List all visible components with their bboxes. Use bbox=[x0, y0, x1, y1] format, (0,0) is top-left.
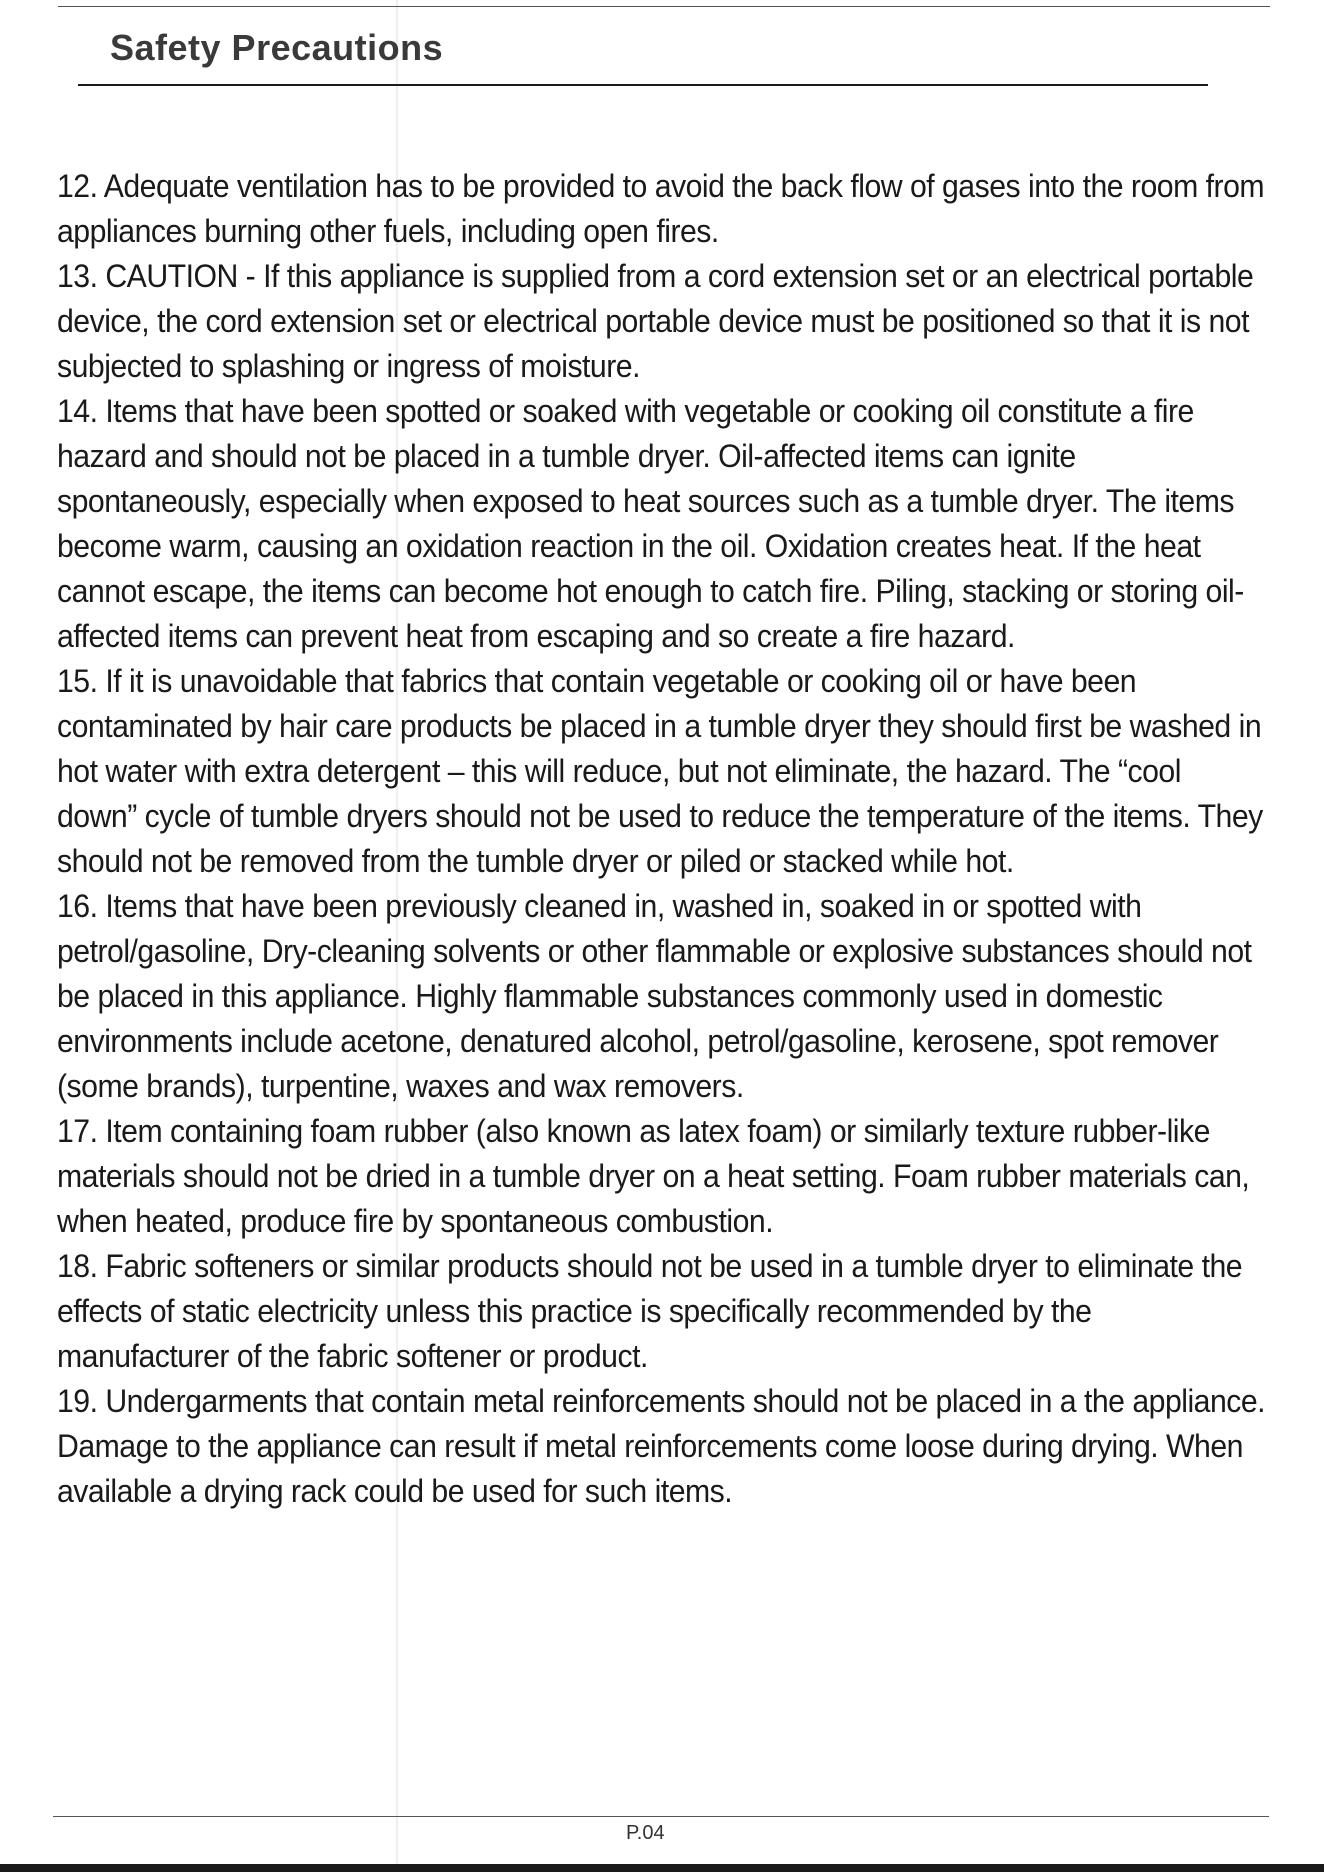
precaution-item-16: 16. Items that have been previously cleaned in, washed in, soaked in or spotted with petrol/gasoline, Dry-cleaning solvents or other flammable or explosive substances should not be placed in this appliance. Highly flammable substances commonly used in domestic environments include acetone, denatured alcohol, petrol/gasoline, kerosene, spot remover (some brands), turpentine, waxes and wax removers. bbox=[57, 888, 1252, 1104]
precaution-item-15: 15. If it is unavoidable that fabrics that contain vegetable or cooking oil or have been contaminated by hair care products be placed in a tumble dryer they should first be washed in hot water with extra detergent – this will reduce, but not eliminate, the hazard. The “cool down” cycle of tumble dryers should not be used to reduce the temperature of the items. They should not be removed from the tumble dryer or piled or stacked while hot. bbox=[57, 663, 1263, 879]
precaution-item-14: 14. Items that have been spotted or soaked with vegetable or cooking oil constitute a fire hazard and should not be placed in a tumble dryer. Oil-affected items can ignite spontaneously, especially when exposed to heat sources such as a tumble dryer. The items become warm, causing an oxidation reaction in the oil. Oxidation creates heat. If the heat cannot escape, the items can become hot enough to catch fire. Piling, stacking or storing oil-affected items can prevent heat from escaping and so create a fire hazard. bbox=[57, 393, 1244, 654]
precaution-item-19: 19. Undergarments that contain metal reinforcements should not be placed in a the appliance. Damage to the appliance can result if metal reinforcements come loose during drying. When available a drying rack could be used for such items. bbox=[57, 1383, 1266, 1509]
page-title: Safety Precautions bbox=[110, 27, 444, 68]
precautions-list bbox=[57, 164, 1275, 1514]
precaution-item-12: 12. Adequate ventilation has to be provided to avoid the back flow of gases into the room from appliances burning other fuels, including open fires. bbox=[57, 168, 1265, 249]
page-header bbox=[78, 24, 1208, 86]
footer-rule bbox=[53, 1816, 1269, 1817]
top-rule bbox=[58, 6, 1270, 7]
precaution-item-13: 13. CAUTION - If this appliance is supplied from a cord extension set or an electrical portable device, the cord extension set or electrical portable device must be positioned so that it is not subjected to splashing or ingress of moisture. bbox=[57, 258, 1254, 384]
scan-bottom-edge bbox=[0, 1864, 1324, 1872]
precaution-item-18: 18. Fabric softeners or similar products should not be used in a tumble dryer to eliminate the effects of static electricity unless this practice is specifically recommended by the manufacturer of the fabric softener or product. bbox=[57, 1248, 1243, 1374]
precaution-item-17: 17. Item containing foam rubber (also known as latex foam) or similarly texture rubber-like materials should not be dried in a tumble dryer on a heat setting. Foam rubber materials can, when heated, produce fire by spontaneous combustion. bbox=[57, 1113, 1250, 1239]
page-number: P.04 bbox=[626, 1822, 665, 1844]
title-underline bbox=[78, 84, 1208, 86]
